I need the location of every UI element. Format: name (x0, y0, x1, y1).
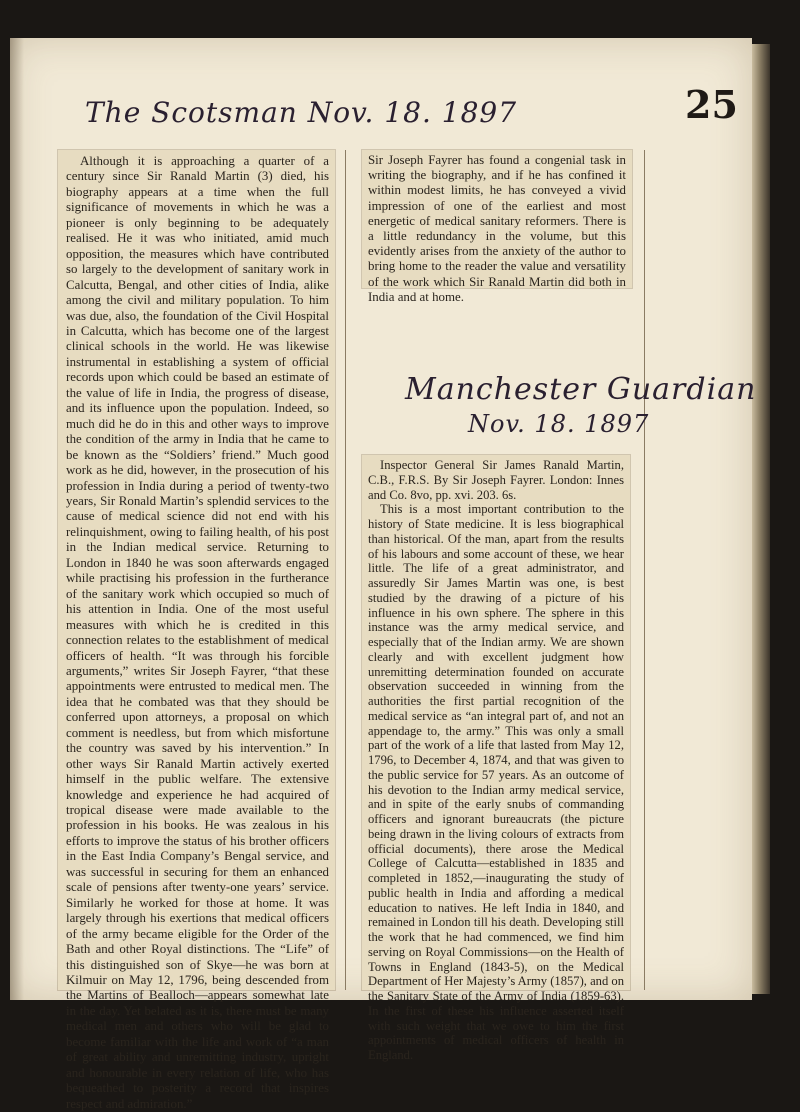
binding-shadow (10, 38, 24, 1000)
handwritten-source-manchester: Manchester Guardian (405, 372, 757, 407)
newspaper-clipping-manchester (362, 455, 630, 1062)
newspaper-clipping-fayrer-review (362, 150, 632, 304)
clipping-text: Sir Joseph Fayrer has found a congenial task in writing the biography, and if he has confined it within modest limits, he has conveyed a vivid impression of one of the earliest and most energetic of medical sanitary reformers. There is a little redundancy in the volume, but this evidently arises from the anxiety of the author to bring home to the reader the value and versatility of the work which Sir Ranald Martin did both in India and at home. (368, 153, 626, 304)
newspaper-clipping-scotsman (58, 150, 335, 1111)
column-rule-right (644, 150, 645, 990)
clipping-heading: Inspector General Sir James Ranald Martin, C.B., F.R.S. By Sir Joseph Fayrer. London: Innes and Co. 8vo, pp. xvi. 203. 6s. (368, 458, 624, 502)
column-rule-left (345, 150, 346, 990)
handwritten-date-manchester: Nov. 18. 1897 (468, 410, 650, 438)
clipping-text: Although it is approaching a quarter of a century since Sir Ranald Martin (3) died, his biography appears at a time when the full significance of movements in which he was a pioneer is only beginning to be adequately realised. He it was who initiated, amid much opposition, the measures which have contributed so largely to the development of sanitary work in Calcutta, Bengal, and other cities of India, alike among the civil and military population. To him was due, also, the foundation of the Civil Hospital in Calcutta, which has become one of the largest clinical schools in the world. He was likewise instrumental in establishing a system of official records upon which could be based an estimate of the value of life in India, the progress of disease, and its influence upon the population. Indeed, so much did he do in this and other ways to improve the condition of the army in India that he came to be known as the “Soldiers’ friend.” Much good work as he did, however, in the prosecution of his profession in India during a period of twenty-two years, Sir Ronald Martin’s splendid services to the cause of medical science did not end with his relinquishment, owing to failing health, of his post in the Indian medical service. Returning to London in 1840 he was soon afterwards engaged while practising his profession in the furtherance of the sanitary work which occupied so much of his attention in India. One of the most useful measures with which he is credited in this connection relates to the establishment of medical officers of health. “It was through his forcible arguments,” writes Sir Joseph Fayrer, “that these appointments were entrusted to medical men. The idea that he combated was that they should be conferred upon attorneys, a proposal on which comment is needless, but from which misfortune the country was saved by his intervention.” In other ways Sir Ranald Martin actively exerted himself in the public welfare. The extensive knowledge and experience he had acquired of tropical disease were made available to the profession in his books. He was zealous in his efforts to improve the status of his brother officers in the East India Company’s Bengal service, and was successful in securing for them an enhanced scale of pensions after twenty-one years’ service. Similarly he worked for those at home. It was largely through his exertions that medical officers of the army became eligible for the Order of the Bath and other Royal distinctions. The “Life” of this distinguished son of Skye—he was born at Kilmuir on May 12, 1796, being descended from the Martins of Bealloch—appears somewhat late in the day. Yet belated as it is, there must be many medical men and others who will be glad to become familiar with the life and work of “a man of great ability and unremitting industry, upright and honourable in every relation of life, who has bequeathed to posterity a record that inspires respect and admiration.” (66, 154, 329, 1111)
page-number: 25 (685, 82, 738, 127)
handwritten-source-scotsman: The Scotsman Nov. 18. 1897 (85, 96, 518, 129)
page-edge (752, 44, 770, 994)
clipping-text: This is a most important contribution to the history of State medicine. It is less biographical than historical. Of the man, apart from the results of his labours and some account of these, we hear little. The life of a great administrator, and assuredly Sir James Martin was one, is best studied by the drawing of a picture of his influence in his own sphere. The sphere in this instance was the army medical service, and especially that of the Indian army. We are shown clearly and with excellent judgment how unremitting determination founded on accurate observation succeeded in winning from the authorities the first partial recognition of the medical service as “an integral part of, and not an appendage to, the army.” This was only a small part of the work of a life that lasted from May 12, 1796, to December 4, 1874, and that was given to the public service for 57 years. As an outcome of his devotion to the Indian army medical service, and in spite of the early snubs of commanding officers and ignorant bureaucrats (the picture being drawn in the living colours of extracts from official documents), there arose the Medical College of Calcutta—established in 1835 and completed in 1852,—inaugurating the study of public health in India and affording a medical education to natives. He left India in 1840, and remained in London till his death. Developing still the work that he had commenced, we find him serving on Royal Commissions—on the Health of Towns in England (1843-5), on the Medical Department of Her Majesty’s Army (1857), and on the Sanitary State of the Army of India (1859-63). In the first of these his influence asserted itself with such weight that we owe to him the first appointments of medical officers of health in England. (368, 502, 625, 1062)
